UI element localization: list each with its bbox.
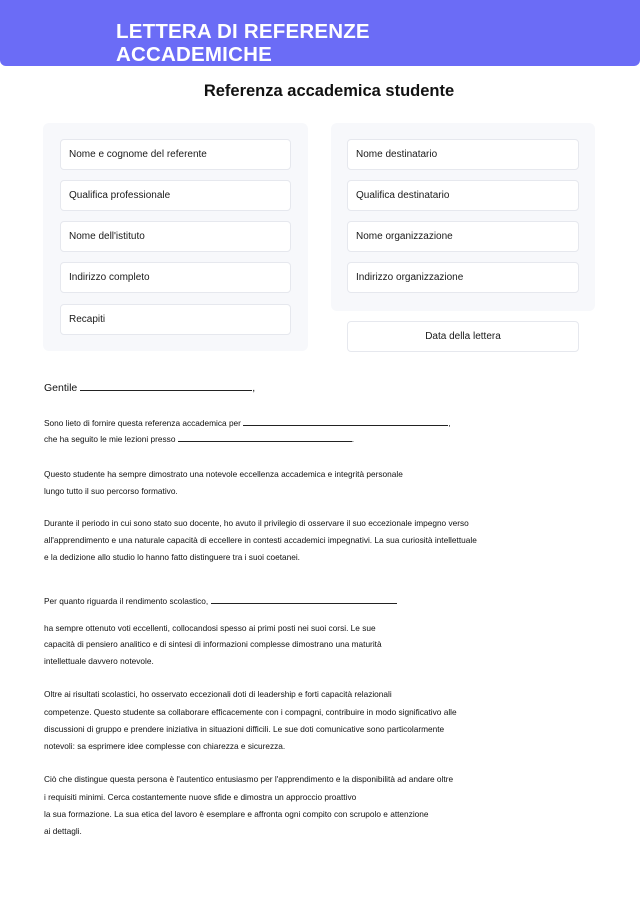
letter-text: Sono lieto di fornire questa referenza accademica per bbox=[44, 418, 241, 428]
letter-line: competenze. Questo studente sa collaborare efficacemente con i compagni, contribuire in modo significativo alle bbox=[44, 707, 457, 717]
letter-text: Per quanto riguarda il rendimento scolastico, bbox=[44, 596, 209, 606]
letter-line: all'apprendimento e una naturale capacità di eccellere in contesti accademici impegnativi. La sua curiosità intellettuale bbox=[44, 535, 477, 545]
letter-line: Questo studente ha sempre dimostrato una notevole eccellenza accademica e integrità personale bbox=[44, 469, 403, 479]
student-name-blank[interactable] bbox=[243, 418, 448, 426]
header-banner bbox=[0, 0, 640, 66]
greeting-line: Gentile , bbox=[44, 382, 256, 394]
letter-line bbox=[44, 596, 397, 606]
letter-line: ai dettagli. bbox=[44, 826, 82, 836]
letter-date-field[interactable]: Data della lettera bbox=[347, 321, 579, 352]
letter-line: capacità di pensiero analitico e di sintesi di informazioni complesse dimostrano una maturità bbox=[44, 639, 382, 649]
document-subtitle: Referenza accademica studente bbox=[203, 82, 455, 100]
letter-line: lungo tutto il suo percorso formativo. bbox=[44, 486, 178, 496]
letter-line: che ha seguito le mie lezioni presso . bbox=[44, 434, 355, 444]
referee-contacts-field[interactable]: Recapiti bbox=[60, 304, 291, 335]
letter-line: i requisiti minimi. Cerca costantemente nuove sfide e dimostra un approccio proattivo bbox=[44, 792, 357, 802]
letter-line: discussioni di gruppo e prendere iniziativa in situazioni difficili. Le sue doti comunicative sono particolarmente bbox=[44, 724, 445, 734]
letter-line: Ciò che distingue questa persona è l'autentico entusiasmo per l'apprendimento e la disponibilità ad andare oltre bbox=[44, 774, 454, 784]
referee-name-field[interactable]: Nome e cognome del referente bbox=[60, 139, 291, 170]
institution-blank[interactable] bbox=[178, 434, 352, 442]
letter-line: ha sempre ottenuto voti eccellenti, collocandosi spesso ai primi posti nei suoi corsi. Le sue bbox=[44, 623, 376, 633]
letter-line: intellettuale davvero notevole. bbox=[44, 656, 154, 666]
recipient-name-field[interactable]: Nome destinatario bbox=[347, 139, 579, 170]
referee-address-field[interactable]: Indirizzo completo bbox=[60, 262, 291, 293]
institution-name-field[interactable]: Nome dell'istituto bbox=[60, 221, 291, 252]
letter-line: Sono lieto di fornire questa referenza accademica per , bbox=[44, 418, 451, 428]
letter-line: e la dedizione allo studio lo hanno fatto distinguere tra i suoi coetanei. bbox=[44, 552, 300, 562]
greeting-text: Gentile bbox=[44, 382, 78, 394]
letter-line: Oltre ai risultati scolastici, ho osservato eccezionali doti di leadership e forti capacità relazionali bbox=[44, 689, 392, 699]
organization-name-field[interactable]: Nome organizzazione bbox=[347, 221, 579, 252]
letter-line: la sua formazione. La sua etica del lavoro è esemplare e affronta ogni compito con scrupolo e attenzione bbox=[44, 809, 429, 819]
recipient-qualification-field[interactable]: Qualifica destinatario bbox=[347, 180, 579, 211]
organization-address-field[interactable]: Indirizzo organizzazione bbox=[347, 262, 579, 293]
letter-line: notevoli: sa esprimere idee complesse con chiarezza e sicurezza. bbox=[44, 741, 286, 751]
letter-text: che ha seguito le mie lezioni presso bbox=[44, 434, 176, 444]
performance-blank[interactable] bbox=[211, 596, 397, 604]
referee-qualification-field[interactable]: Qualifica professionale bbox=[60, 180, 291, 211]
recipient-name-blank[interactable] bbox=[80, 381, 252, 391]
letter-line: Durante il periodo in cui sono stato suo docente, ho avuto il privilegio di osservare il suo eccezionale impegno verso bbox=[44, 518, 469, 528]
document-title: LETTERA DI REFERENZE ACCADEMICHE bbox=[116, 20, 370, 66]
